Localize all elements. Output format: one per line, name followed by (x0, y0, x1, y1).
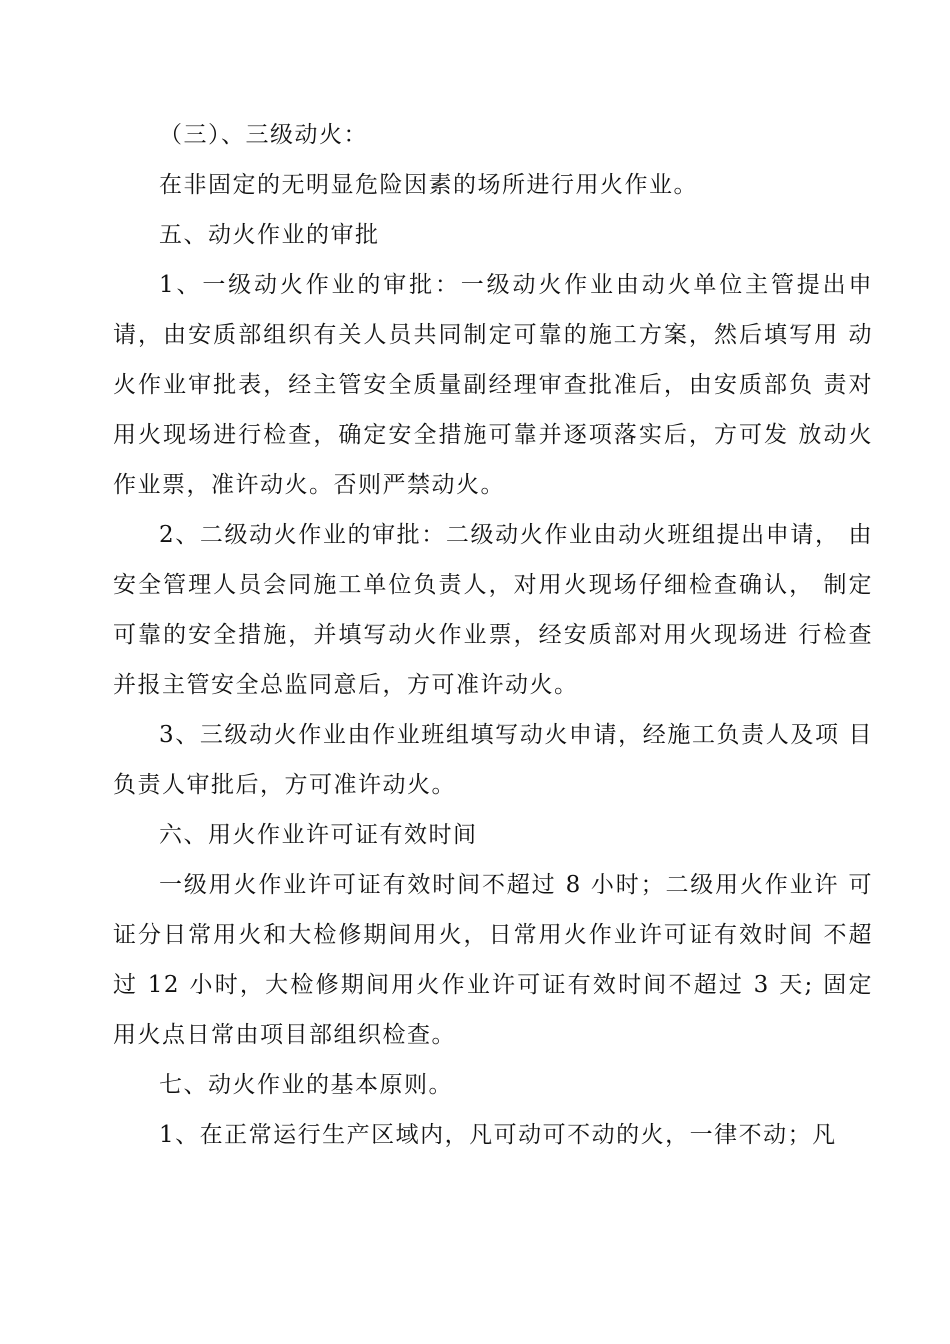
document-page (113, 110, 873, 1160)
heading-level-three-fire: （三）、三级动火： (159, 122, 368, 148)
heading-approval: 五、动火作业的审批 (159, 222, 380, 248)
paragraph-permit-validity: 一级用火作业许可证有效时间不超过 8 小时；二级用火作业许 可证分日常用火和大检修期间用火，日常用火作业许可证有效时间 不超过 12 小时，大检修期间用火作业许可证有效时间不超过 3 天; 固定用火点日常由项目部组织检查。 (113, 872, 873, 1048)
paragraph-level-three-approval: 3、三级动火作业由作业班组填写动火申请，经施工负责人及项 目负责人审批后，方可准许动火。 (113, 722, 873, 798)
heading-permit-validity: 六、用火作业许可证有效时间 (159, 822, 478, 848)
paragraph-level-one-approval: 1、一级动火作业的审批：一级动火作业由动火单位主管提出申请，由安质部组织有关人员共同制定可靠的施工方案，然后填写用 动火作业审批表，经主管安全质量副经理审查批准后，由安质部负 责对用火现场进行检查，确定安全措施可靠并逐项落实后，方可发 放动火作业票，准许动火。否则严禁动火。 (113, 272, 873, 498)
heading-basic-principles: 七、动火作业的基本原则。 (159, 1072, 453, 1098)
paragraph-principle-one: 1、在正常运行生产区域内，凡可动可不动的火，一律不动；凡 (159, 1122, 837, 1148)
paragraph-level-three-definition: 在非固定的无明显危险因素的场所进行用火作业。 (159, 172, 698, 198)
paragraph-level-two-approval: 2、二级动火作业的审批：二级动火作业由动火班组提出申请， 由安全管理人员会同施工单位负责人，对用火现场仔细检查确认， 制定可靠的安全措施，并填写动火作业票，经安质部对用火现场进 行检查并报主管安全总监同意后，方可准许动火。 (113, 522, 873, 698)
